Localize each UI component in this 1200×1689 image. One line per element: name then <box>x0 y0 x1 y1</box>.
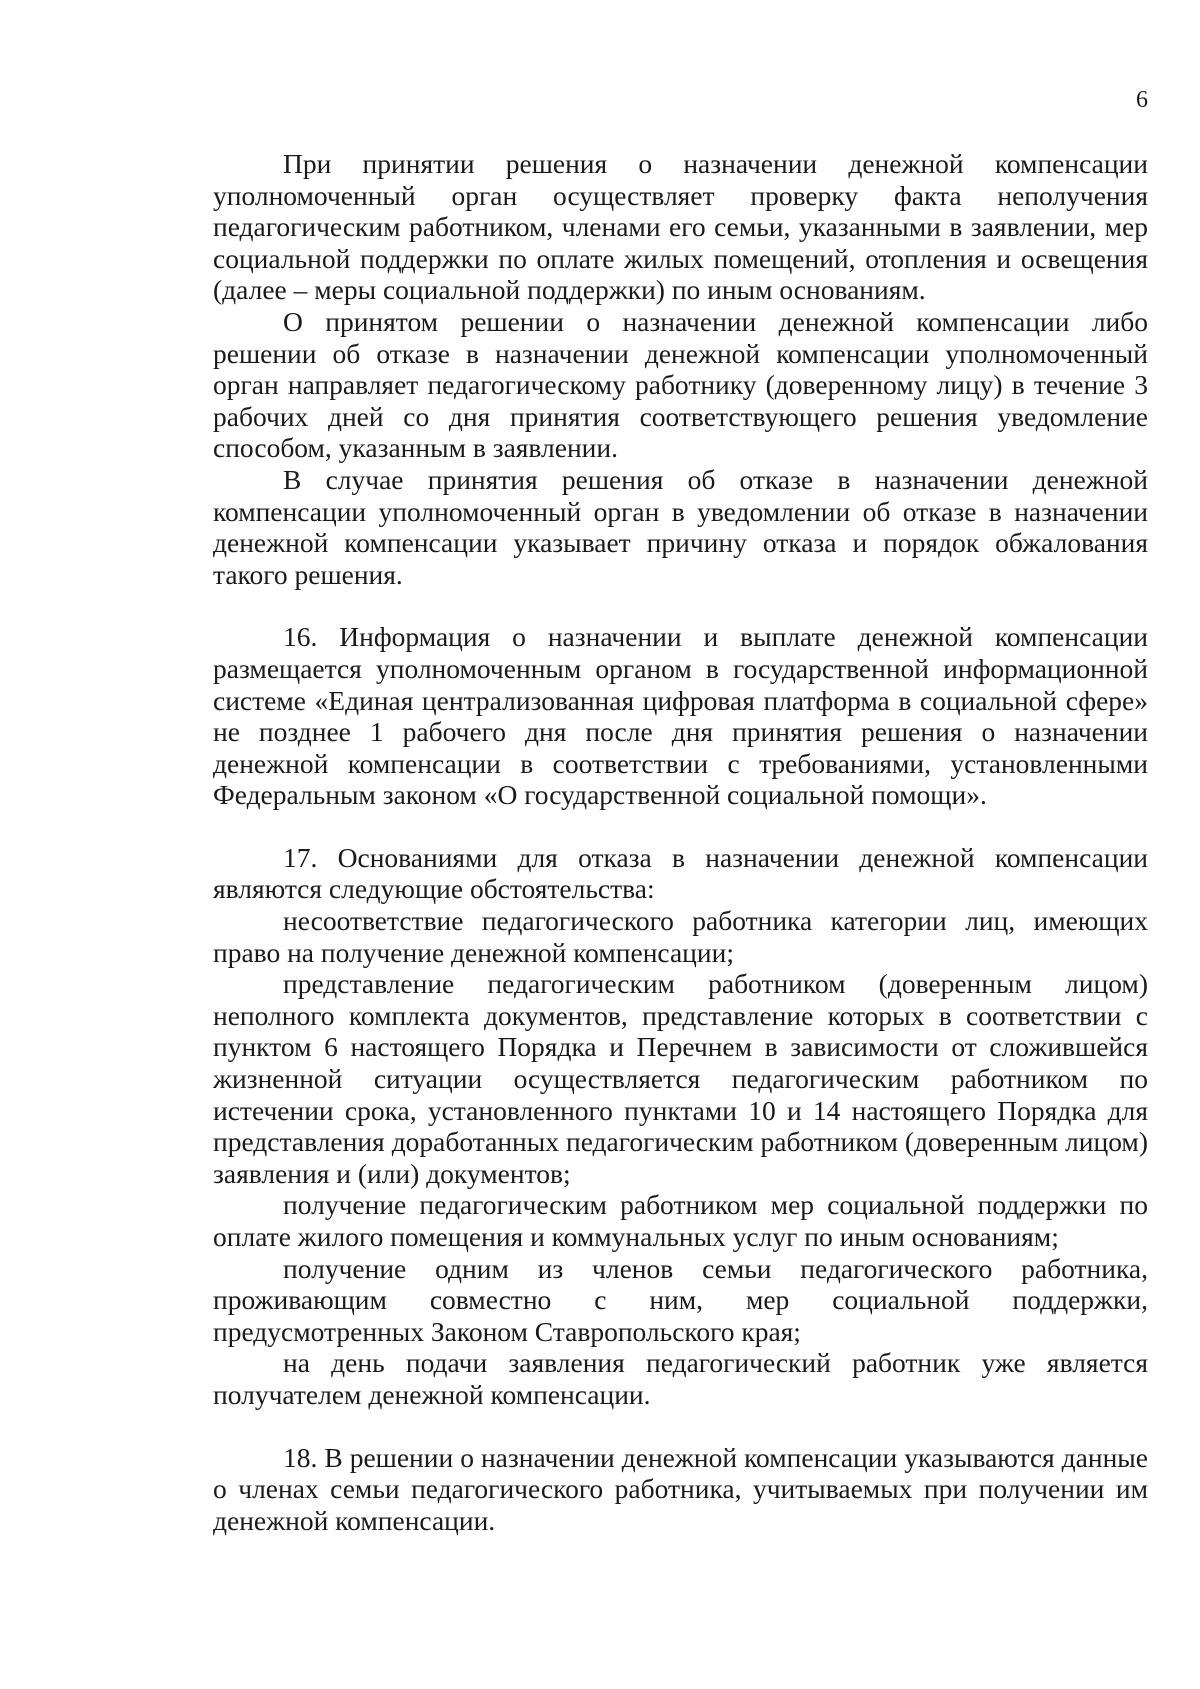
paragraph-refusal-reason: В случае принятия решения об отказе в назначении денежной компенсации уполномоченный орган в уведомлении об отказе в назначении денежной компенсации указывает причину отказа и порядок обжалования такого решения. <box>213 463 1148 590</box>
paragraph-decision-check: При принятии решения о назначении денежной компенсации уполномоченный орган осуществляет проверку факта неполучения педагогическим работником, членами его семьи, указанными в заявлении, мер социальной поддержки по оплате жилых помещений, отопления и освещения (далее – меры социальной поддержки) по иным основаниям. <box>213 148 1148 306</box>
page-number: 6 <box>1136 87 1148 113</box>
clause-17-item-4: получение одним из членов семьи педагогического работника, проживающим совместно с ним, мер социальной поддержки, предусмотренных Законом Ставропольского края; <box>213 1252 1148 1347</box>
clause-16: 16. Информация о назначении и выплате денежной компенсации размещается уполномоченным органом в государственной информационной системе «Единая централизованная цифровая платформа в социальной сфере» не позднее 1 рабочего дня после дня принятия решения о назначении денежной компенсации в соответствии с требованиями, установленными Федеральным законом «О государственной социальной помощи». <box>213 621 1148 811</box>
clause-17-item-2: представление педагогическим работником (доверенным лицом) неполного комплекта документов, представление которых в соответствии с пунктом 6 настоящего Порядка и Перечнем в зависимости от сложившейся жизненной ситуации осуществляется педагогическим работником по истечении срока, установленного пунктами 10 и 14 настоящего Порядка для представления доработанных педагогическим работником (доверенным лицом) заявления и (или) документов; <box>213 968 1148 1189</box>
document-body <box>213 148 1148 1536</box>
clause-17-item-1: несоответствие педагогического работника категории лиц, имеющих право на получение денежной компенсации; <box>213 905 1148 968</box>
paragraph-notification: О принятом решении о назначении денежной компенсации либо решении об отказе в назначении денежной компенсации уполномоченный орган направляет педагогическому работнику (доверенному лицу) в течение 3 рабочих дней со дня принятия соответствующего решения уведомление способом, указанным в заявлении. <box>213 305 1148 464</box>
clause-17-intro: 17. Основаниями для отказа в назначении денежной компенсации являются следующие обстоятельства: <box>213 841 1148 905</box>
clause-17-item-3: получение педагогическим работником мер социальной поддержки по оплате жилого помещения и коммунальных услуг по иным основаниям; <box>213 1189 1148 1252</box>
clause-17-item-5: на день подачи заявления педагогический работник уже является получателем денежной компенсации. <box>213 1347 1148 1410</box>
clause-18: 18. В решении о назначении денежной компенсации указываются данные о членах семьи педагогического работника, учитываемых при получении им денежной компенсации. <box>213 1441 1148 1536</box>
